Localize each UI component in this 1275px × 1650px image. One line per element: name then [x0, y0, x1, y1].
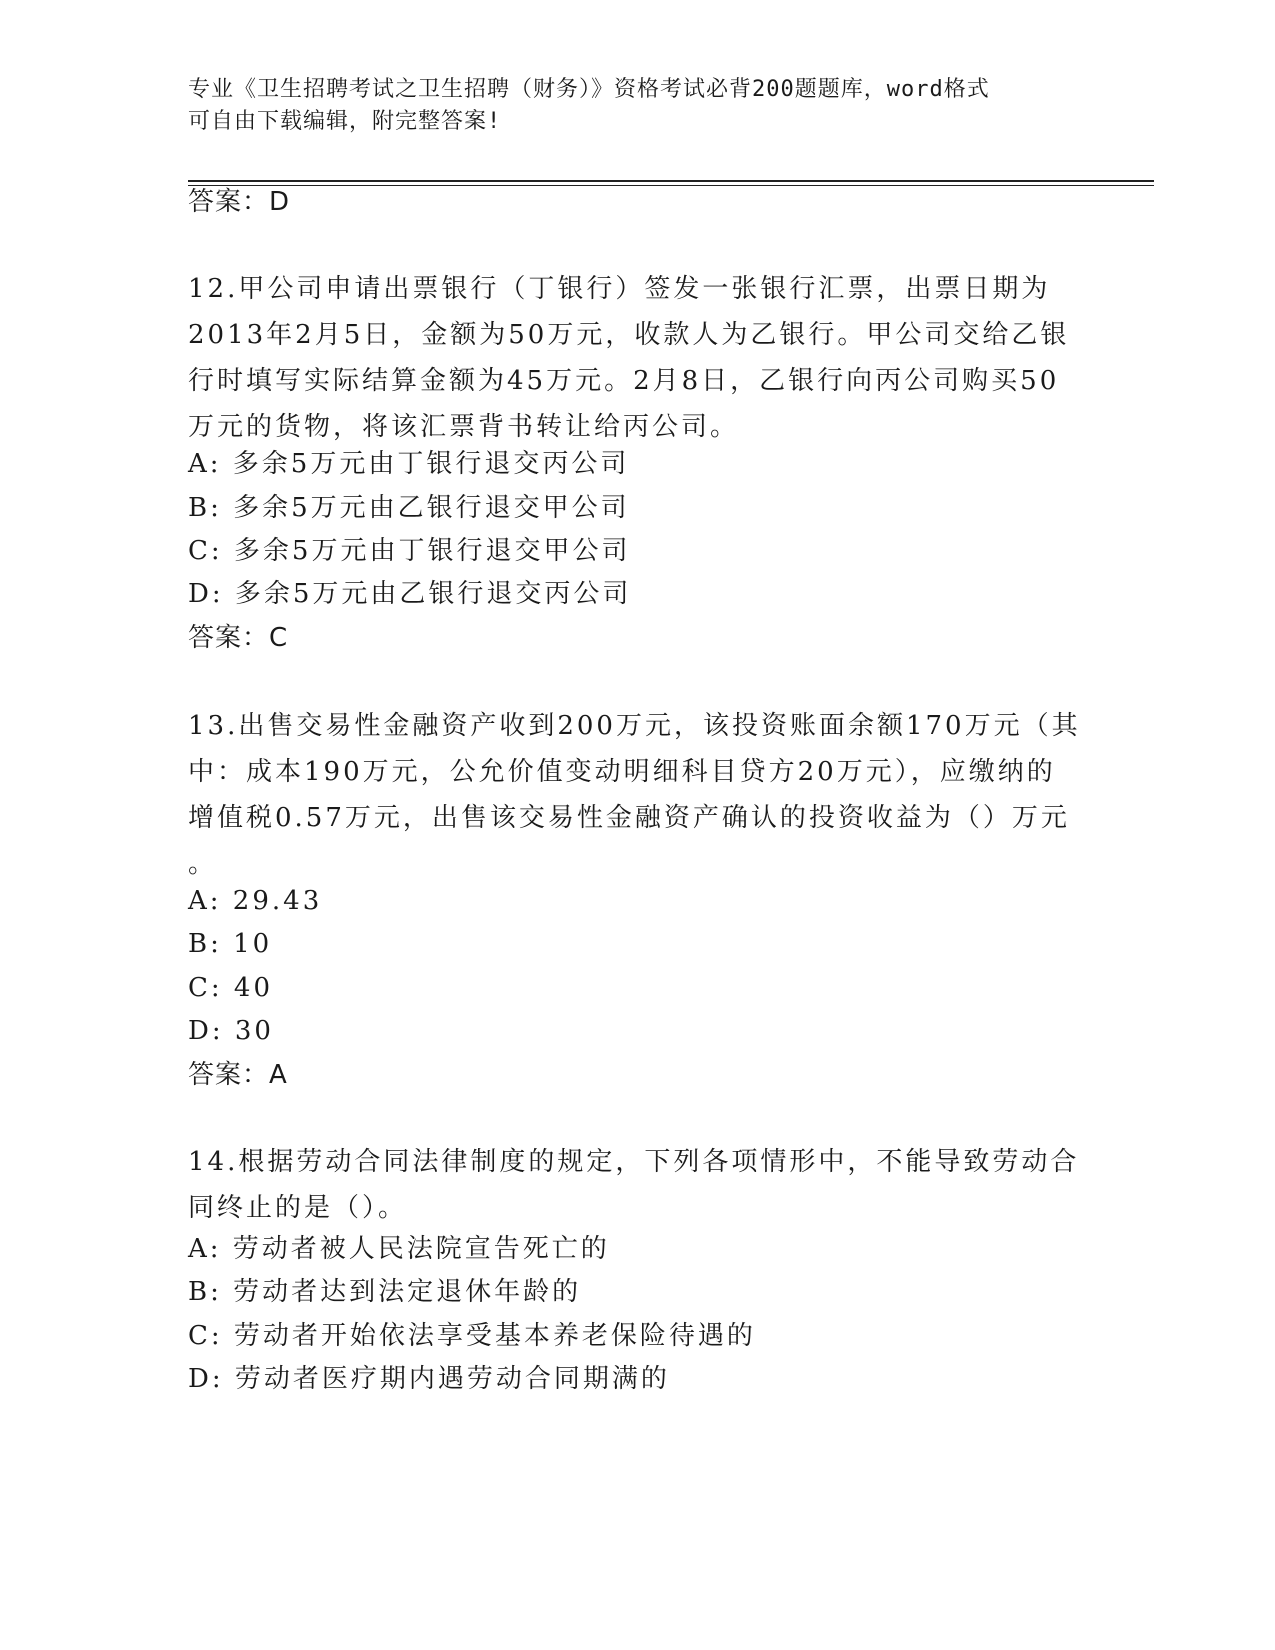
question-13-line-1: 13.出售交易性金融资产收到200万元，该投资账面余额170万元（其 [188, 711, 1081, 741]
question-12 [188, 266, 1088, 450]
question-12-line-3: 行时填写实际结算金额为45万元。2月8日，乙银行向丙公司购买50 [188, 366, 1060, 396]
header-line-1: 专业《卫生招聘考试之卫生招聘（财务）》资格考试必背200题题库，word格式 [188, 77, 990, 102]
question-13-option-d: D: 30 [188, 1016, 274, 1046]
question-12-line-4: 万元的货物，将该汇票背书转让给丙公司。 [188, 412, 740, 442]
question-14-line-2: 同终止的是（）。 [188, 1193, 408, 1223]
question-12-option-a: A: 多余5万元由丁银行退交丙公司 [188, 449, 630, 479]
question-14-option-d: D: 劳动者医疗期内遇劳动合同期满的 [188, 1364, 670, 1394]
question-12-line-1: 12.甲公司申请出票银行（丁银行）签发一张银行汇票，出票日期为 [188, 274, 1051, 304]
question-12-option-b: B: 多余5万元由乙银行退交甲公司 [188, 493, 630, 523]
question-12-line-2: 2013年2月5日，金额为50万元，收款人为乙银行。甲公司交给乙银 [188, 320, 1070, 350]
answer-q12: 答案：C [188, 623, 289, 653]
question-12-option-c: C: 多余5万元由丁银行退交甲公司 [188, 536, 631, 566]
question-14 [188, 1139, 1088, 1231]
document-header [188, 74, 1068, 138]
question-14-option-c: C: 劳动者开始依法享受基本养老保险待遇的 [188, 1321, 756, 1351]
question-12-option-d: D: 多余5万元由乙银行退交丙公司 [188, 579, 632, 609]
header-line-2: 可自由下载编辑，附完整答案! [188, 109, 502, 134]
answer-q13: 答案：A [188, 1060, 288, 1090]
question-13-line-3: 增值税0.57万元，出售该交易性金融资产确认的投资收益为（）万元 [188, 803, 1070, 833]
question-13-option-a: A: 29.43 [188, 886, 323, 916]
question-13 [188, 703, 1088, 887]
header-divider [188, 180, 1154, 186]
question-14-option-a: A: 劳动者被人民法院宣告死亡的 [188, 1234, 610, 1264]
question-14-line-1: 14.根据劳动合同法律制度的规定，下列各项情形中，不能导致劳动合 [188, 1147, 1080, 1177]
answer-q11: 答案：D [188, 187, 291, 217]
question-14-option-b: B: 劳动者达到法定退休年龄的 [188, 1277, 582, 1307]
question-13-line-2: 中：成本190万元，公允价值变动明细科目贷方20万元），应缴纳的 [188, 757, 1056, 787]
question-13-option-c: C: 40 [188, 973, 274, 1003]
question-13-option-b: B: 10 [188, 929, 273, 959]
question-13-line-4: 。 [188, 849, 218, 879]
